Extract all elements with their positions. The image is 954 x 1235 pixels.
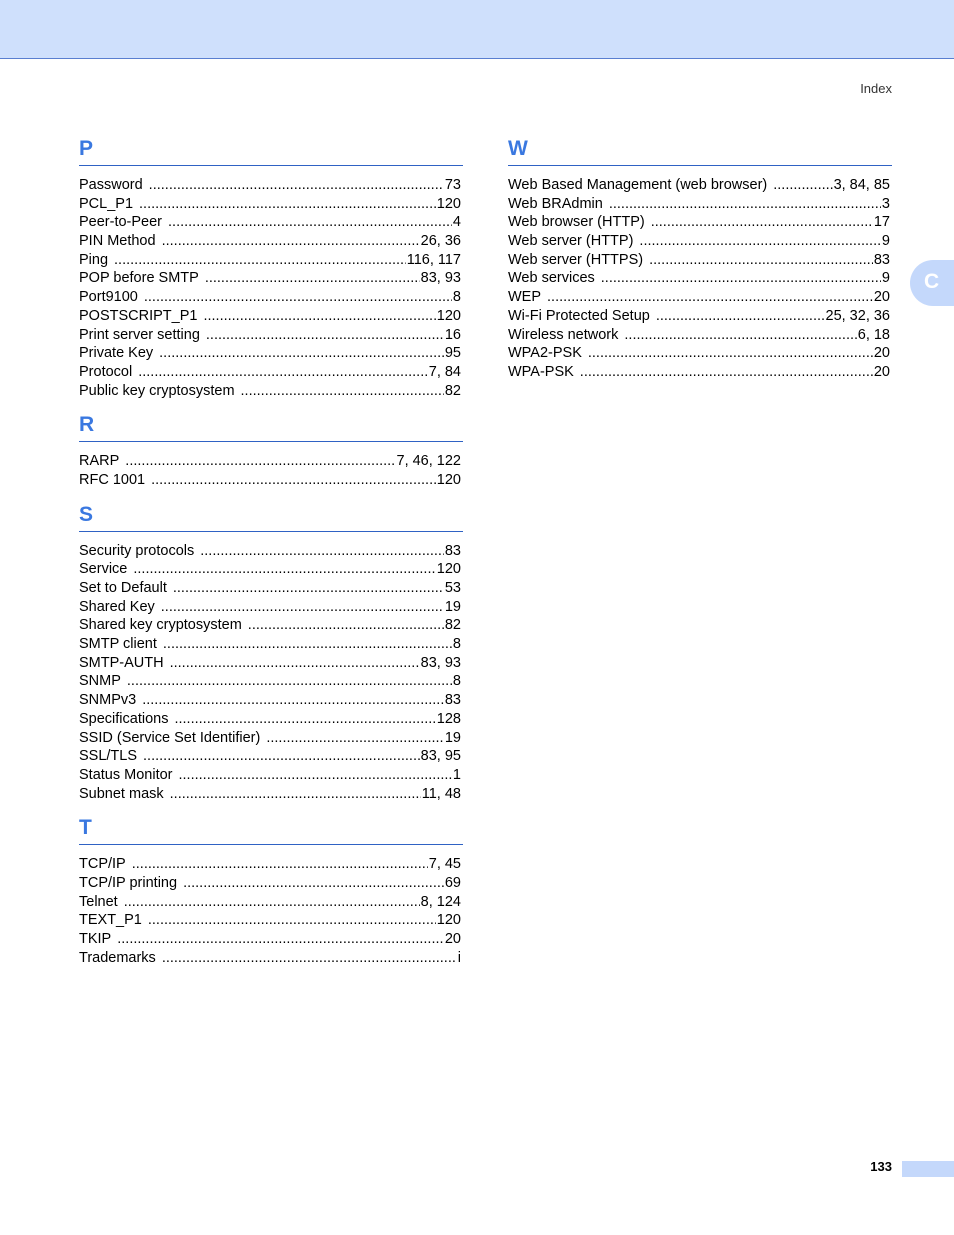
index-page-refs: 83 xyxy=(444,692,461,709)
index-entry xyxy=(508,307,890,326)
dot-leader xyxy=(161,598,444,617)
index-page-refs: 19 xyxy=(444,729,461,746)
index-entry xyxy=(79,654,461,673)
index-page-refs: 9 xyxy=(881,233,890,250)
index-entry xyxy=(508,213,890,232)
index-page-refs: 8 xyxy=(452,289,461,306)
index-term: Web server (HTTP) xyxy=(508,233,634,250)
index-entry xyxy=(79,471,461,490)
index-term: TKIP xyxy=(79,931,112,947)
dot-leader xyxy=(124,893,420,912)
index-entry xyxy=(508,195,890,214)
index-term: Wi-Fi Protected Setup xyxy=(508,307,650,324)
header-section-label: Index xyxy=(860,81,892,96)
index-term: Telnet xyxy=(79,893,118,910)
index-entry xyxy=(79,785,461,804)
index-page-refs: 8 xyxy=(452,673,461,690)
index-section-s xyxy=(79,500,463,804)
index-entry xyxy=(79,195,461,214)
index-term: Web services xyxy=(508,270,595,287)
index-term: SSL/TLS xyxy=(79,748,138,765)
dot-leader xyxy=(170,785,421,804)
index-term: TCP/IP printing xyxy=(79,874,178,891)
index-term: RFC 1001 xyxy=(79,471,146,488)
index-page-refs: 120 xyxy=(436,195,461,212)
index-term: Web browser (HTTP) xyxy=(508,214,645,231)
index-term: Peer-to-Peer xyxy=(79,214,163,231)
index-page-refs: i xyxy=(457,949,461,966)
dot-leader xyxy=(206,326,444,345)
dot-leader xyxy=(773,176,832,195)
index-page-refs: 83, 95 xyxy=(420,748,461,765)
index-page-refs: 20 xyxy=(873,289,890,306)
index-page-refs: 17 xyxy=(873,214,890,231)
index-section-w xyxy=(508,134,892,382)
index-section-r xyxy=(79,410,463,489)
index-term: Protocol xyxy=(79,363,133,380)
index-term: Web Based Management (web browser) xyxy=(508,177,768,193)
index-term: WEP xyxy=(508,289,542,306)
index-page-refs: 8, 124 xyxy=(420,893,461,910)
dot-leader xyxy=(179,766,452,785)
index-page-refs: 120 xyxy=(436,912,461,929)
index-section-t xyxy=(79,813,463,967)
index-term: Print server setting xyxy=(79,326,200,343)
index-column-left xyxy=(79,134,463,977)
index-term: Web BRAdmin xyxy=(508,195,603,212)
dot-leader xyxy=(142,691,444,710)
index-page-refs: 7, 45 xyxy=(428,856,461,873)
dot-leader xyxy=(149,176,444,195)
index-term: Port9100 xyxy=(79,289,138,306)
dot-leader xyxy=(132,855,428,874)
index-entry xyxy=(79,672,461,691)
dot-leader xyxy=(125,452,395,471)
dot-leader xyxy=(609,195,881,214)
index-entry xyxy=(508,344,890,363)
index-term: Service xyxy=(79,561,128,578)
index-term: Ping xyxy=(79,251,109,268)
section-letter-heading: W xyxy=(508,134,892,166)
index-entry xyxy=(79,949,461,968)
dot-leader xyxy=(639,232,881,251)
index-term: POSTSCRIPT_P1 xyxy=(79,307,198,324)
dot-leader xyxy=(139,195,436,214)
index-term: PIN Method xyxy=(79,233,156,250)
index-term: Subnet mask xyxy=(79,785,164,802)
index-term: Shared Key xyxy=(79,598,155,615)
index-term: SMTP-AUTH xyxy=(79,654,164,671)
index-page-refs: 11, 48 xyxy=(421,785,461,802)
dot-leader xyxy=(183,874,444,893)
dot-leader xyxy=(656,307,825,326)
dot-leader xyxy=(173,579,444,598)
index-term: PCL_P1 xyxy=(79,195,134,212)
dot-leader xyxy=(143,747,420,766)
index-page-refs: 73 xyxy=(444,177,461,193)
dot-leader xyxy=(580,363,873,382)
index-entry xyxy=(508,363,890,382)
dot-leader xyxy=(266,729,444,748)
index-term: TEXT_P1 xyxy=(79,912,142,929)
index-term: Private Key xyxy=(79,345,154,362)
index-page-refs: 83, 93 xyxy=(420,270,461,287)
index-term: SSID (Service Set Identifier) xyxy=(79,729,261,746)
index-entry xyxy=(79,691,461,710)
index-page-refs: 20 xyxy=(873,363,890,380)
index-entry xyxy=(508,326,890,345)
index-entry xyxy=(79,288,461,307)
index-entry xyxy=(79,176,461,195)
index-page-refs: 120 xyxy=(436,307,461,324)
index-entry xyxy=(79,452,461,471)
section-letter-heading: R xyxy=(79,410,463,442)
index-page-refs: 7, 84 xyxy=(428,363,461,380)
index-term: TCP/IP xyxy=(79,856,126,873)
index-entry xyxy=(79,729,461,748)
index-term: Wireless network xyxy=(508,326,619,343)
index-entry xyxy=(79,326,461,345)
dot-leader xyxy=(241,382,444,401)
index-page-refs: 95 xyxy=(444,345,461,362)
index-page-refs: 120 xyxy=(436,471,461,488)
section-letter-heading: P xyxy=(79,134,463,166)
dot-leader xyxy=(601,269,881,288)
index-term: Password xyxy=(79,177,143,193)
dot-leader xyxy=(174,710,435,729)
index-page-refs: 25, 32, 36 xyxy=(825,307,890,324)
index-column-right xyxy=(508,134,892,392)
index-entry xyxy=(79,542,461,561)
index-entry xyxy=(79,747,461,766)
index-entry xyxy=(79,911,461,930)
index-term: Shared key cryptosystem xyxy=(79,617,242,634)
index-entry xyxy=(79,930,461,949)
dot-leader xyxy=(127,672,452,691)
index-page-refs: 9 xyxy=(881,270,890,287)
index-term: WPA-PSK xyxy=(508,363,574,380)
index-page-refs: 116, 117 xyxy=(406,251,461,268)
dot-leader xyxy=(144,288,452,307)
index-page-refs: 19 xyxy=(444,598,461,615)
footer-tab-marker xyxy=(902,1161,954,1177)
dot-leader xyxy=(205,269,420,288)
index-entry xyxy=(79,855,461,874)
index-section-p xyxy=(79,134,463,400)
side-tab-letter: C xyxy=(924,270,940,293)
index-page-refs: 8 xyxy=(452,636,461,653)
index-page-refs: 83 xyxy=(873,251,890,268)
dot-leader xyxy=(651,213,873,232)
index-entry xyxy=(79,269,461,288)
dot-leader xyxy=(138,363,428,382)
index-term: Specifications xyxy=(79,710,169,727)
index-page-refs: 26, 36 xyxy=(420,233,461,250)
index-entry xyxy=(508,232,890,251)
dot-leader xyxy=(117,930,444,949)
dot-leader xyxy=(133,560,435,579)
dot-leader xyxy=(162,232,420,251)
dot-leader xyxy=(588,344,873,363)
index-page-refs: 120 xyxy=(436,561,461,578)
index-entry xyxy=(508,269,890,288)
index-entry xyxy=(508,176,890,195)
index-entry xyxy=(79,363,461,382)
dot-leader xyxy=(200,542,444,561)
page-number: 133 xyxy=(870,1159,892,1174)
index-page-refs: 3, 84, 85 xyxy=(833,177,890,193)
header-band xyxy=(0,0,954,59)
index-page-refs: 1 xyxy=(452,766,461,783)
dot-leader xyxy=(168,213,452,232)
index-term: WPA2-PSK xyxy=(508,345,582,362)
index-term: RARP xyxy=(79,453,120,470)
dot-leader xyxy=(170,654,420,673)
index-entry xyxy=(79,635,461,654)
dot-leader xyxy=(547,288,873,307)
index-page-refs: 20 xyxy=(873,345,890,362)
index-page-refs: 53 xyxy=(444,580,461,596)
index-term: SNMPv3 xyxy=(79,692,137,709)
index-page-refs: 69 xyxy=(444,874,461,891)
dot-leader xyxy=(148,911,436,930)
dot-leader xyxy=(162,949,457,968)
dot-leader xyxy=(163,635,452,654)
index-page-refs: 128 xyxy=(436,710,461,727)
index-entry xyxy=(79,344,461,363)
index-term: POP before SMTP xyxy=(79,270,199,287)
dot-leader xyxy=(624,326,856,345)
index-entry xyxy=(79,874,461,893)
dot-leader xyxy=(649,251,873,270)
index-page-refs: 7, 46, 122 xyxy=(396,453,461,470)
index-entry xyxy=(79,616,461,635)
index-entry xyxy=(79,710,461,729)
index-term: Trademarks xyxy=(79,949,156,966)
section-letter-heading: S xyxy=(79,500,463,532)
section-letter-heading: T xyxy=(79,813,463,845)
index-entry xyxy=(79,579,461,598)
index-term: Security protocols xyxy=(79,542,195,559)
index-entry xyxy=(79,766,461,785)
index-page-refs: 82 xyxy=(444,617,461,634)
index-term: Public key cryptosystem xyxy=(79,382,235,399)
dot-leader xyxy=(248,616,444,635)
index-entry xyxy=(79,560,461,579)
dot-leader xyxy=(203,307,435,326)
index-page-refs: 6, 18 xyxy=(857,326,890,343)
index-page-refs: 20 xyxy=(444,931,461,947)
dot-leader xyxy=(114,251,406,270)
index-entry xyxy=(79,232,461,251)
index-entry xyxy=(508,288,890,307)
index-entry xyxy=(79,382,461,401)
index-entry xyxy=(79,893,461,912)
index-term: Status Monitor xyxy=(79,766,173,783)
index-page-refs: 16 xyxy=(444,326,461,343)
index-entry xyxy=(79,598,461,617)
index-page-refs: 83, 93 xyxy=(420,654,461,671)
index-entry xyxy=(79,307,461,326)
index-page-refs: 3 xyxy=(881,195,890,212)
index-page-refs: 83 xyxy=(444,542,461,559)
index-entry xyxy=(79,251,461,270)
dot-leader xyxy=(151,471,436,490)
index-term: Set to Default xyxy=(79,580,167,596)
index-entry xyxy=(508,251,890,270)
side-index-tab xyxy=(910,260,954,306)
index-page-refs: 4 xyxy=(452,214,461,231)
index-term: Web server (HTTPS) xyxy=(508,251,644,268)
index-entry xyxy=(79,213,461,232)
dot-leader xyxy=(159,344,444,363)
index-term: SMTP client xyxy=(79,636,157,653)
index-page-refs: 82 xyxy=(444,382,461,399)
index-term: SNMP xyxy=(79,673,121,690)
